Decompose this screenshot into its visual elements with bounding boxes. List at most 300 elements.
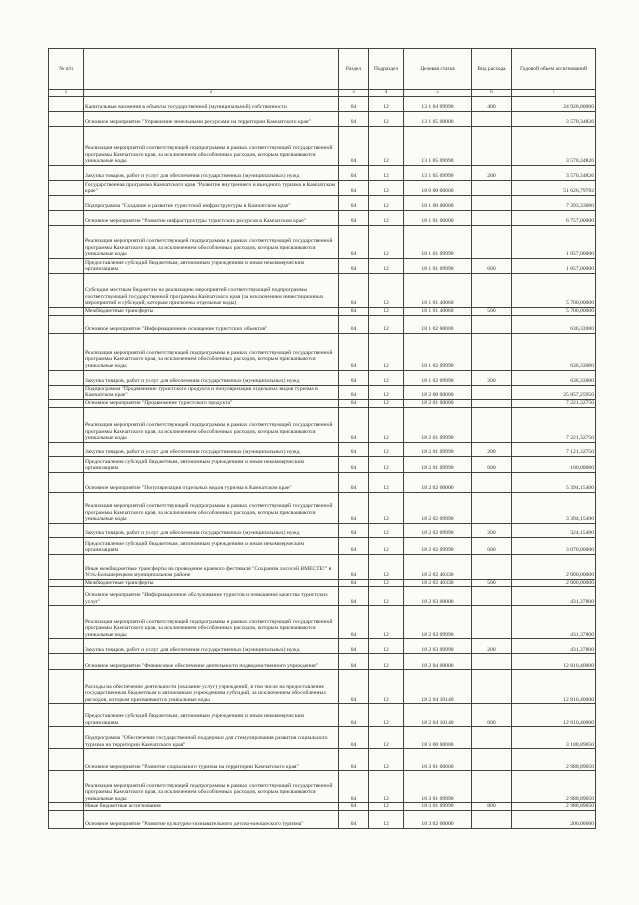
row-amount-cell: 2 000,00000 — [512, 554, 596, 579]
row-razdel-cell: 04 — [339, 727, 369, 749]
row-podrazdel-cell: 12 — [369, 670, 404, 704]
row-target-article-cell: 18 2 04 10140 — [404, 704, 472, 727]
row-expense-type-cell — [472, 749, 512, 771]
row-podrazdel-cell: 12 — [369, 704, 404, 727]
row-podrazdel-cell: 12 — [369, 803, 404, 811]
row-expense-type-cell — [472, 112, 512, 127]
row-expense-type-cell: 400 — [472, 97, 512, 112]
row-target-article-cell: 18 3 01 09990 — [404, 771, 472, 803]
row-target-article-cell: 18 2 01 09990 — [404, 407, 472, 442]
row-amount-cell: 2 988,89050 — [512, 803, 596, 811]
row-razdel-cell: 04 — [339, 523, 369, 537]
header-number: № п/п — [49, 49, 84, 90]
row-expense-type-cell — [472, 606, 512, 639]
table-row — [49, 727, 596, 749]
table-row — [49, 537, 596, 554]
row-target-article-cell: 18 2 01 09990 — [404, 456, 472, 472]
row-name-cell: Межбюджетные трансферты — [84, 308, 339, 316]
row-number-cell — [49, 112, 84, 127]
row-target-article-cell: 18 2 04 00000 — [404, 654, 472, 670]
row-expense-type-cell: 200 — [472, 370, 512, 385]
row-razdel-cell: 04 — [339, 97, 369, 112]
row-podrazdel-cell: 12 — [369, 579, 404, 587]
row-number-cell — [49, 704, 84, 727]
row-amount-cell: 2 000,00000 — [512, 579, 596, 587]
row-number-cell — [49, 181, 84, 196]
row-name-cell: Субсидии местным бюджетам на реализацию мероприятий соответствующей подпрограммы соответствующей государственной программы Камчатского края (за исключением инвестиционных мероприятий и субсидий, которым присвоены отдельные коды) — [84, 274, 339, 308]
row-expense-type-cell — [472, 554, 512, 579]
row-number-cell — [49, 226, 84, 259]
row-podrazdel-cell: 12 — [369, 442, 404, 456]
row-name-cell: Государственная программа Камчатского края "Развитие внутреннего и въездного туризма в Камчатском крае" — [84, 181, 339, 196]
row-razdel-cell: 04 — [339, 771, 369, 803]
row-number-cell — [49, 579, 84, 587]
row-expense-type-cell — [472, 771, 512, 803]
row-expense-type-cell — [472, 181, 512, 196]
row-number-cell — [49, 749, 84, 771]
row-target-article-cell: 18 2 01 00000 — [404, 399, 472, 407]
row-razdel-cell: 04 — [339, 554, 369, 579]
row-amount-cell: 12 810,40000 — [512, 704, 596, 727]
header-target-article: Целевая статья — [404, 49, 472, 90]
row-podrazdel-cell: 12 — [369, 472, 404, 492]
header-name — [84, 49, 339, 90]
row-number-cell — [49, 587, 84, 606]
row-podrazdel-cell: 12 — [369, 523, 404, 537]
row-podrazdel-cell: 12 — [369, 587, 404, 606]
row-razdel-cell: 04 — [339, 456, 369, 472]
row-name-cell: Реализация мероприятий соответствующей подпрограммы в рамках соответствующей государственной программы Камчатского края, за исключением обособленных расходов, которым присваиваются уникальные коды — [84, 333, 339, 370]
row-number-cell — [49, 810, 84, 828]
row-podrazdel-cell: 12 — [369, 407, 404, 442]
row-expense-type-cell: 500 — [472, 579, 512, 587]
row-target-article-cell: 13 1 05 00000 — [404, 112, 472, 127]
row-razdel-cell: 04 — [339, 166, 369, 181]
row-name-cell: Подпрограмма "Создание и развитие туристской инфраструктуры в Камчатском крае" — [84, 196, 339, 211]
row-expense-type-cell: 200 — [472, 639, 512, 654]
row-number-cell — [49, 771, 84, 803]
row-podrazdel-cell: 12 — [369, 554, 404, 579]
row-amount-cell: 2 988,89050 — [512, 749, 596, 771]
row-podrazdel-cell: 12 — [369, 181, 404, 196]
row-amount-cell: 12 810,40000 — [512, 654, 596, 670]
row-number-cell — [49, 727, 84, 749]
row-name-cell: Основное мероприятие "Развитие инфраструктуры туристских ресурсов в Камчатском крае" — [84, 211, 339, 226]
row-razdel-cell: 04 — [339, 803, 369, 811]
row-target-article-cell: 18 2 03 09990 — [404, 639, 472, 654]
row-number-cell — [49, 385, 84, 399]
row-amount-cell: 2 988,89050 — [512, 771, 596, 803]
row-amount-cell: 5 394,15400 — [512, 472, 596, 492]
row-amount-cell: 3 570,34826 — [512, 166, 596, 181]
row-expense-type-cell — [472, 226, 512, 259]
table-row — [49, 749, 596, 771]
header-expense-type: Вид расхода — [472, 49, 512, 90]
row-target-article-cell: 18 2 02 09990 — [404, 492, 472, 523]
row-amount-cell: 25 857,25950 — [512, 385, 596, 399]
row-podrazdel-cell: 12 — [369, 639, 404, 654]
column-number: 5 — [404, 90, 472, 97]
row-number-cell — [49, 456, 84, 472]
table-row — [49, 385, 596, 399]
row-expense-type-cell: 200 — [472, 166, 512, 181]
row-target-article-cell: 18 1 00 00000 — [404, 196, 472, 211]
row-target-article-cell: 18 2 02 00000 — [404, 472, 472, 492]
row-razdel-cell: 04 — [339, 472, 369, 492]
row-name-cell: Закупка товаров, работ и услуг для обеспечения государственных (муниципальных) нужд — [84, 442, 339, 456]
row-expense-type-cell: 600 — [472, 456, 512, 472]
table-row — [49, 112, 596, 127]
row-razdel-cell: 04 — [339, 606, 369, 639]
row-number-cell — [49, 803, 84, 811]
row-razdel-cell: 04 — [339, 442, 369, 456]
row-expense-type-cell — [472, 196, 512, 211]
budget-table — [48, 48, 596, 829]
table-row — [49, 442, 596, 456]
row-amount-cell: 3 070,00000 — [512, 537, 596, 554]
row-razdel-cell: 04 — [339, 579, 369, 587]
row-number-cell — [49, 670, 84, 704]
row-razdel-cell: 04 — [339, 749, 369, 771]
row-expense-type-cell — [472, 274, 512, 308]
row-podrazdel-cell: 12 — [369, 259, 404, 274]
row-razdel-cell: 04 — [339, 654, 369, 670]
row-number-cell — [49, 333, 84, 370]
row-razdel-cell: 04 — [339, 537, 369, 554]
row-amount-cell: 5 700,00000 — [512, 274, 596, 308]
row-amount-cell: 51 626,79782 — [512, 181, 596, 196]
row-expense-type-cell — [472, 333, 512, 370]
row-expense-type-cell — [472, 727, 512, 749]
row-razdel-cell: 04 — [339, 407, 369, 442]
row-amount-cell: 1 057,00000 — [512, 226, 596, 259]
row-podrazdel-cell: 12 — [369, 537, 404, 554]
table-row — [49, 308, 596, 316]
row-razdel-cell: 04 — [339, 385, 369, 399]
row-name-cell: Предоставление субсидий бюджетным, автономным учреждениям и иным некоммерческим организациям — [84, 456, 339, 472]
column-number-row — [49, 90, 596, 97]
row-number-cell — [49, 407, 84, 442]
row-number-cell — [49, 554, 84, 579]
row-amount-cell: 200,00000 — [512, 810, 596, 828]
row-razdel-cell: 04 — [339, 370, 369, 385]
row-name-cell: Закупка товаров, работ и услуг для обеспечения государственных (муниципальных) нужд — [84, 523, 339, 537]
row-target-article-cell: 18 1 01 09990 — [404, 226, 472, 259]
row-target-article-cell: 18 3 01 00000 — [404, 749, 472, 771]
table-row — [49, 472, 596, 492]
row-name-cell: Иные межбюджетные трансферты на проведение краевого фестиваля "Сохраним лососей ВМЕСТЕ!" в Усть-Большерецком муниципальном районе — [84, 554, 339, 579]
row-name-cell: Основное мероприятие "Развитие культурно-познавательного детско-юношеского туризма" — [84, 810, 339, 828]
table-row — [49, 97, 596, 112]
row-amount-cell: 431,37800 — [512, 587, 596, 606]
table-row — [49, 196, 596, 211]
row-razdel-cell: 04 — [339, 810, 369, 828]
row-number-cell — [49, 166, 84, 181]
row-amount-cell: 636,33000 — [512, 315, 596, 333]
row-razdel-cell: 04 — [339, 333, 369, 370]
row-amount-cell: 12 810,40000 — [512, 670, 596, 704]
row-expense-type-cell — [472, 654, 512, 670]
row-target-article-cell: 18 1 02 00000 — [404, 315, 472, 333]
row-podrazdel-cell: 12 — [369, 606, 404, 639]
row-razdel-cell: 04 — [339, 112, 369, 127]
table-row — [49, 704, 596, 727]
table-row — [49, 523, 596, 537]
table-row — [49, 810, 596, 828]
table-row — [49, 670, 596, 704]
row-target-article-cell: 18 1 01 40060 — [404, 274, 472, 308]
row-name-cell: Иные бюджетные ассигнования — [84, 803, 339, 811]
row-podrazdel-cell: 12 — [369, 399, 404, 407]
row-name-cell: Закупка товаров, работ и услуг для обеспечения государственных (муниципальных) нужд — [84, 370, 339, 385]
row-podrazdel-cell: 12 — [369, 333, 404, 370]
row-podrazdel-cell: 12 — [369, 492, 404, 523]
row-razdel-cell: 04 — [339, 399, 369, 407]
row-razdel-cell: 04 — [339, 211, 369, 226]
row-target-article-cell: 18 2 02 09990 — [404, 537, 472, 554]
row-expense-type-cell — [472, 407, 512, 442]
row-number-cell — [49, 654, 84, 670]
column-number: 4 — [369, 90, 404, 97]
row-target-article-cell: 18 3 02 00000 — [404, 810, 472, 828]
row-podrazdel-cell: 12 — [369, 226, 404, 259]
header-razdel: Раздел — [339, 49, 369, 90]
row-podrazdel-cell: 12 — [369, 127, 404, 166]
row-target-article-cell: 18 2 02 09990 — [404, 523, 472, 537]
row-name-cell: Закупка товаров, работ и услуг для обеспечения государственных (муниципальных) нужд — [84, 166, 339, 181]
row-podrazdel-cell: 12 — [369, 771, 404, 803]
row-number-cell — [49, 399, 84, 407]
table-row — [49, 211, 596, 226]
table-row — [49, 127, 596, 166]
column-number: 6 — [472, 90, 512, 97]
row-podrazdel-cell: 12 — [369, 308, 404, 316]
row-name-cell: Расходы на обеспечение деятельности (оказание услуг) учреждений, в том числе на предоставление государственным бюджетным и автономным учреждениям субсидий, за исключением обособленных расходов, которым присваиваются уникальные коды — [84, 670, 339, 704]
row-name-cell: Предоставление субсидий бюджетным, автономным учреждениям и иным некоммерческим организациям — [84, 537, 339, 554]
row-name-cell: Подпрограмма "Обеспечение государственной поддержки для стимулирования развития социального туризма на территории Камчатского края" — [84, 727, 339, 749]
row-target-article-cell: 18 1 01 00000 — [404, 211, 472, 226]
row-expense-type-cell — [472, 492, 512, 523]
header-annual-amount: Годовой объем ассигнований — [512, 49, 596, 90]
column-number: 2 — [84, 90, 339, 97]
row-razdel-cell: 04 — [339, 639, 369, 654]
row-target-article-cell: 18 3 01 09990 — [404, 803, 472, 811]
row-razdel-cell: 04 — [339, 226, 369, 259]
table-row — [49, 259, 596, 274]
header-podrazdel: Подраздел — [369, 49, 404, 90]
column-number: 7 — [512, 90, 596, 97]
row-number-cell — [49, 274, 84, 308]
row-number-cell — [49, 472, 84, 492]
row-podrazdel-cell: 12 — [369, 211, 404, 226]
row-podrazdel-cell: 12 — [369, 196, 404, 211]
row-number-cell — [49, 97, 84, 112]
row-target-article-cell: 18 3 00 00000 — [404, 727, 472, 749]
row-expense-type-cell — [472, 385, 512, 399]
row-amount-cell: 3 394,15400 — [512, 492, 596, 523]
table-row — [49, 456, 596, 472]
row-name-cell: Основное мероприятие "Информационное обслуживание туристов и повышение качества туристских услуг" — [84, 587, 339, 606]
row-podrazdel-cell: 12 — [369, 749, 404, 771]
row-amount-cell: 5 700,00000 — [512, 308, 596, 316]
row-name-cell: Основное мероприятие "Продвижение туристского продукта" — [84, 399, 339, 407]
row-name-cell: Предоставление субсидий бюджетным, автономным учреждениям и иным некоммерческим организациям — [84, 704, 339, 727]
table-row — [49, 639, 596, 654]
table-row — [49, 274, 596, 308]
table-row — [49, 333, 596, 370]
row-target-article-cell: 18 2 02 40330 — [404, 579, 472, 587]
row-name-cell: Подпрограмма "Продвижение туристского продукта и популяризация отдельных видов туризма в Камчатском крае" — [84, 385, 339, 399]
row-number-cell — [49, 211, 84, 226]
table-row — [49, 226, 596, 259]
table-row — [49, 181, 596, 196]
row-target-article-cell: 18 2 02 40330 — [404, 554, 472, 579]
row-number-cell — [49, 537, 84, 554]
table-row — [49, 587, 596, 606]
row-razdel-cell: 04 — [339, 196, 369, 211]
row-name-cell: Реализация мероприятий соответствующей подпрограммы в рамках соответствующей государственной программы Камчатского края, за исключением обособленных расходов, которым присваиваются уникальные коды — [84, 407, 339, 442]
table-header-row — [49, 49, 596, 90]
row-podrazdel-cell: 12 — [369, 810, 404, 828]
row-razdel-cell: 04 — [339, 181, 369, 196]
row-number-cell — [49, 308, 84, 316]
row-target-article-cell: 13 1 05 09990 — [404, 127, 472, 166]
row-target-article-cell: 18 1 01 09990 — [404, 259, 472, 274]
row-target-article-cell: 18 2 00 00000 — [404, 385, 472, 399]
row-podrazdel-cell: 12 — [369, 166, 404, 181]
row-number-cell — [49, 196, 84, 211]
table-row — [49, 370, 596, 385]
row-expense-type-cell — [472, 399, 512, 407]
row-expense-type-cell: 500 — [472, 308, 512, 316]
table-row — [49, 606, 596, 639]
row-target-article-cell: 18 0 00 00000 — [404, 181, 472, 196]
row-razdel-cell: 04 — [339, 308, 369, 316]
row-number-cell — [49, 442, 84, 456]
row-razdel-cell: 04 — [339, 492, 369, 523]
row-amount-cell: 7 121,32750 — [512, 442, 596, 456]
row-number-cell — [49, 523, 84, 537]
row-number-cell — [49, 606, 84, 639]
row-podrazdel-cell: 12 — [369, 385, 404, 399]
row-name-cell: Реализация мероприятий соответствующей подпрограммы в рамках соответствующей государственной программы Камчатского края, за исключением обособленных расходов, которым присваиваются уникальные коды — [84, 226, 339, 259]
row-name-cell: Предоставление субсидий бюджетным, автономным учреждениям и иным некоммерческим организациям — [84, 259, 339, 274]
row-target-article-cell: 18 2 03 09990 — [404, 606, 472, 639]
row-name-cell: Основное мероприятие "Финансовое обеспечение деятельности подведомственного учреждения" — [84, 654, 339, 670]
column-number: 3 — [339, 90, 369, 97]
row-amount-cell: 100,00000 — [512, 456, 596, 472]
row-target-article-cell: 18 1 01 40060 — [404, 308, 472, 316]
row-name-cell: Реализация мероприятий соответствующей подпрограммы в рамках соответствующей государственной программы Камчатского края, за исключением обособленных расходов, которым присваиваются уникальные коды — [84, 127, 339, 166]
row-expense-type-cell — [472, 315, 512, 333]
row-expense-type-cell — [472, 587, 512, 606]
table-row — [49, 803, 596, 811]
row-target-article-cell: 18 1 02 09990 — [404, 370, 472, 385]
row-expense-type-cell: 600 — [472, 704, 512, 727]
row-amount-cell: 1 057,00000 — [512, 259, 596, 274]
row-name-cell: Межбюджетные трансферты — [84, 579, 339, 587]
row-name-cell: Закупка товаров, работ и услуг для обеспечения государственных (муниципальных) нужд — [84, 639, 339, 654]
row-name-cell: Основное мероприятие "Популяризация отдельных видов туризма в Камчатском крае" — [84, 472, 339, 492]
row-expense-type-cell: 800 — [472, 803, 512, 811]
row-amount-cell: 431,37800 — [512, 606, 596, 639]
row-podrazdel-cell: 12 — [369, 727, 404, 749]
row-amount-cell: 636,33000 — [512, 370, 596, 385]
table-row — [49, 554, 596, 579]
row-razdel-cell: 04 — [339, 274, 369, 308]
row-podrazdel-cell: 12 — [369, 370, 404, 385]
row-number-cell — [49, 639, 84, 654]
table-row — [49, 166, 596, 181]
row-amount-cell: 324,15400 — [512, 523, 596, 537]
row-amount-cell: 3 570,34826 — [512, 112, 596, 127]
row-amount-cell: 3 188,89050 — [512, 727, 596, 749]
row-amount-cell: 636,33000 — [512, 333, 596, 370]
row-podrazdel-cell: 12 — [369, 112, 404, 127]
table-row — [49, 579, 596, 587]
row-target-article-cell: 18 2 03 00000 — [404, 587, 472, 606]
row-podrazdel-cell: 12 — [369, 97, 404, 112]
row-podrazdel-cell: 12 — [369, 654, 404, 670]
row-target-article-cell: 13 1 05 09990 — [404, 166, 472, 181]
row-expense-type-cell: 200 — [472, 523, 512, 537]
row-razdel-cell: 04 — [339, 259, 369, 274]
row-razdel-cell: 04 — [339, 670, 369, 704]
table-row — [49, 399, 596, 407]
row-amount-cell: 6 757,00000 — [512, 211, 596, 226]
row-amount-cell: 431,37800 — [512, 639, 596, 654]
row-expense-type-cell: 600 — [472, 259, 512, 274]
row-podrazdel-cell: 12 — [369, 274, 404, 308]
row-razdel-cell: 04 — [339, 587, 369, 606]
column-number: 1 — [49, 90, 84, 97]
table-row — [49, 407, 596, 442]
row-name-cell: Основное мероприятие "Управление земельными ресурсами на территории Камчатского края" — [84, 112, 339, 127]
row-name-cell: Основное мероприятие "Информационное оснащение туристских объектов" — [84, 315, 339, 333]
row-target-article-cell: 13 1 04 09990 — [404, 97, 472, 112]
row-name-cell: Реализация мероприятий соответствующей подпрограммы в рамках соответствующей государственной программы Камчатского края, за исключением обособленных расходов, которым присваиваются уникальные коды — [84, 771, 339, 803]
row-name-cell: Капитальные вложения в объекты государственной (муниципальной) собственности — [84, 97, 339, 112]
row-razdel-cell: 04 — [339, 704, 369, 727]
row-number-cell — [49, 315, 84, 333]
row-amount-cell: 3 570,34826 — [512, 127, 596, 166]
row-amount-cell: 7 393,33000 — [512, 196, 596, 211]
row-name-cell: Основное мероприятие "Развитие социального туризма на территории Камчатского края" — [84, 749, 339, 771]
row-expense-type-cell — [472, 211, 512, 226]
row-razdel-cell: 04 — [339, 127, 369, 166]
row-target-article-cell: 18 2 01 09990 — [404, 442, 472, 456]
row-amount-cell: 24 928,00000 — [512, 97, 596, 112]
row-target-article-cell: 18 2 04 10140 — [404, 670, 472, 704]
row-expense-type-cell — [472, 472, 512, 492]
row-expense-type-cell: 200 — [472, 442, 512, 456]
row-razdel-cell: 04 — [339, 315, 369, 333]
row-amount-cell: 7 221,32750 — [512, 399, 596, 407]
row-amount-cell: 7 221,32750 — [512, 407, 596, 442]
table-body — [49, 97, 596, 829]
row-number-cell — [49, 492, 84, 523]
row-target-article-cell: 18 1 02 09990 — [404, 333, 472, 370]
row-number-cell — [49, 259, 84, 274]
row-expense-type-cell — [472, 810, 512, 828]
row-expense-type-cell — [472, 670, 512, 704]
row-number-cell — [49, 370, 84, 385]
table-row — [49, 771, 596, 803]
row-name-cell: Реализация мероприятий соответствующей подпрограммы в рамках соответствующей государственной программы Камчатского края, за исключением обособленных расходов, которым присваиваются уникальные коды — [84, 606, 339, 639]
table-row — [49, 492, 596, 523]
table-row — [49, 654, 596, 670]
table-row — [49, 315, 596, 333]
